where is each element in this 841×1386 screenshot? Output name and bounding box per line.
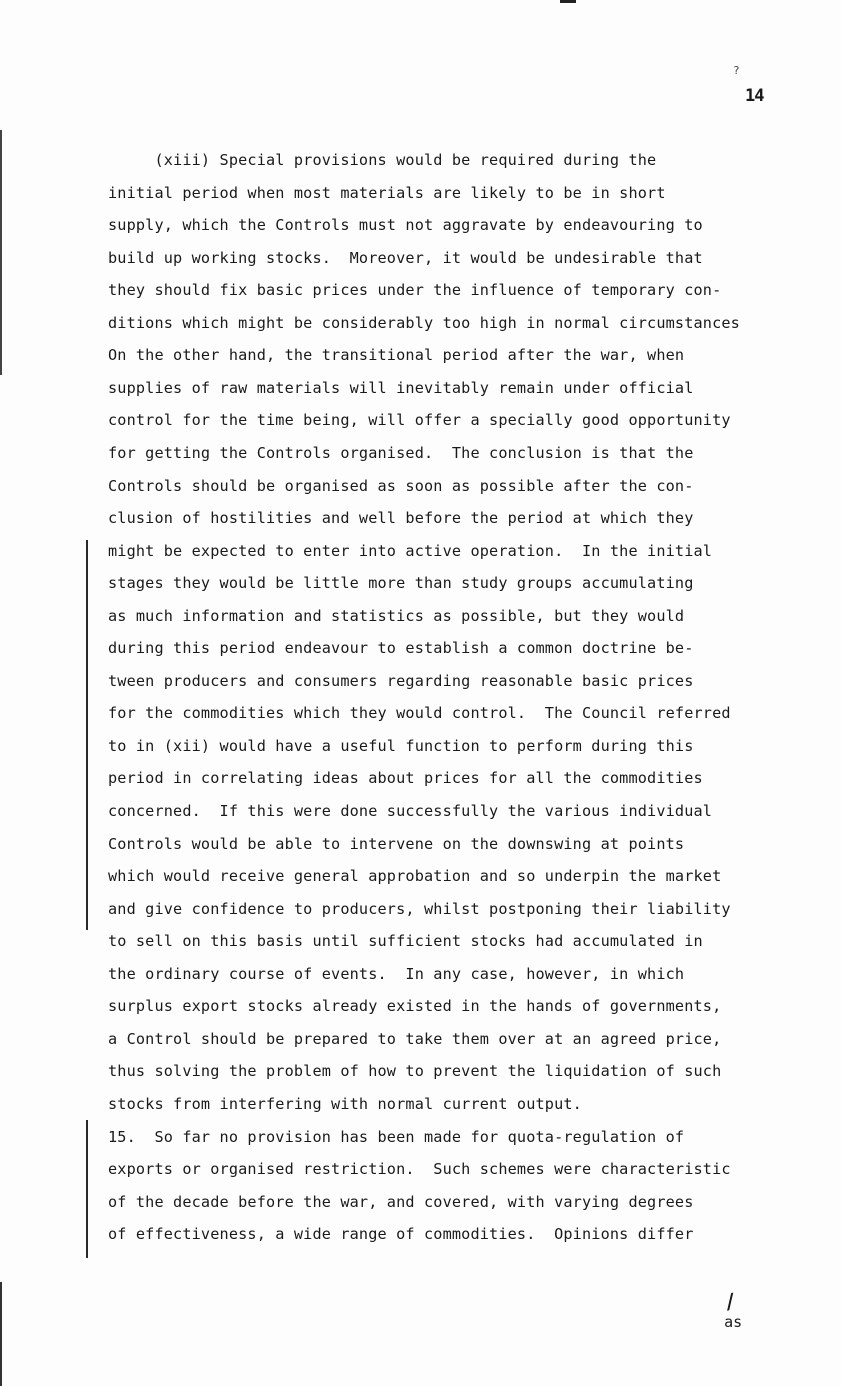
text-line: ditions which might be considerably too high in normal circumstances: [108, 313, 740, 332]
text-line: of the decade before the war, and covered, with varying degrees: [108, 1192, 694, 1211]
text-line: concerned. If this were done successfully the various individual: [108, 802, 713, 820]
text-line: On the other hand, the transitional period after the war, when: [108, 346, 685, 365]
text-line: Controls would be able to intervene on the downswing at points: [108, 834, 685, 853]
text-line: for getting the Controls organised. The conclusion is that the: [108, 443, 694, 462]
margin-sideline-1: [86, 540, 88, 930]
text-line: period in correlating ideas about prices for all the commodities: [108, 769, 703, 788]
text-line: to in (xii) would have a useful function to perform during this: [108, 736, 694, 755]
top-edge-mark: [560, 0, 576, 3]
text-line: and give confidence to producers, whilst postponing their liability: [108, 899, 731, 918]
text-line: initial period when most materials are likely to be in short: [108, 183, 666, 202]
tick-mark: ?: [733, 64, 740, 77]
text-line: exports or organised restriction. Such schemes were characteristic: [108, 1160, 731, 1179]
catchword: [688, 1271, 742, 1349]
text-line: supply, which the Controls must not aggravate by endeavouring to: [108, 216, 703, 235]
text-line: build up working stocks. Moreover, it would be undesirable that: [108, 248, 703, 267]
left-edge-shadow-top: [0, 130, 2, 375]
text-line: of effectiveness, a wide range of commodities. Opinions differ: [108, 1225, 694, 1244]
text-line: a Control should be prepared to take them over at an agreed price,: [108, 1029, 722, 1048]
text-line: stocks from interfering with normal current output.: [108, 1094, 582, 1113]
text-line: thus solving the problem of how to prevent the liquidation of such: [108, 1062, 722, 1081]
text-line: clusion of hostilities and well before the period at which they: [108, 509, 694, 528]
text-line: stages they would be little more than study groups accumulating: [108, 574, 694, 593]
text-line: surplus export stocks already existed in the hands of governments,: [108, 997, 722, 1016]
text-line: to sell on this basis until sufficient stocks had accumulated in: [108, 932, 703, 951]
margin-sideline-2: [86, 1120, 88, 1258]
text-line: Controls should be organised as soon as possible after the con-: [108, 476, 694, 495]
text-line: during this period endeavour to establish a common doctrine be-: [108, 639, 694, 658]
text-line: supplies of raw materials will inevitably remain under official: [108, 378, 694, 397]
text-line: (xiii) Special provisions would be required during the: [108, 151, 657, 169]
catchword-text: as: [724, 1313, 743, 1331]
text-line: they should fix basic prices under the influence of temporary con-: [108, 281, 722, 300]
catchword-mark: /: [721, 1288, 739, 1314]
text-line: control for the time being, will offer a specially good opportunity: [108, 411, 731, 430]
text-line: as much information and statistics as possible, but they would: [108, 606, 685, 625]
text-line: tween producers and consumers regarding reasonable basic prices: [108, 671, 694, 690]
page-number: 14: [745, 86, 764, 106]
left-edge-shadow-bottom: [0, 1282, 2, 1386]
text-line: which would receive general approbation and so underpin the market: [108, 867, 722, 886]
text-line: 15. So far no provision has been made for quota-regulation of: [108, 1127, 685, 1146]
text-line: the ordinary course of events. In any case, however, in which: [108, 964, 685, 983]
text-line: might be expected to enter into active operation. In the initial: [108, 541, 713, 560]
text-line: for the commodities which they would control. The Council referred: [108, 704, 731, 723]
